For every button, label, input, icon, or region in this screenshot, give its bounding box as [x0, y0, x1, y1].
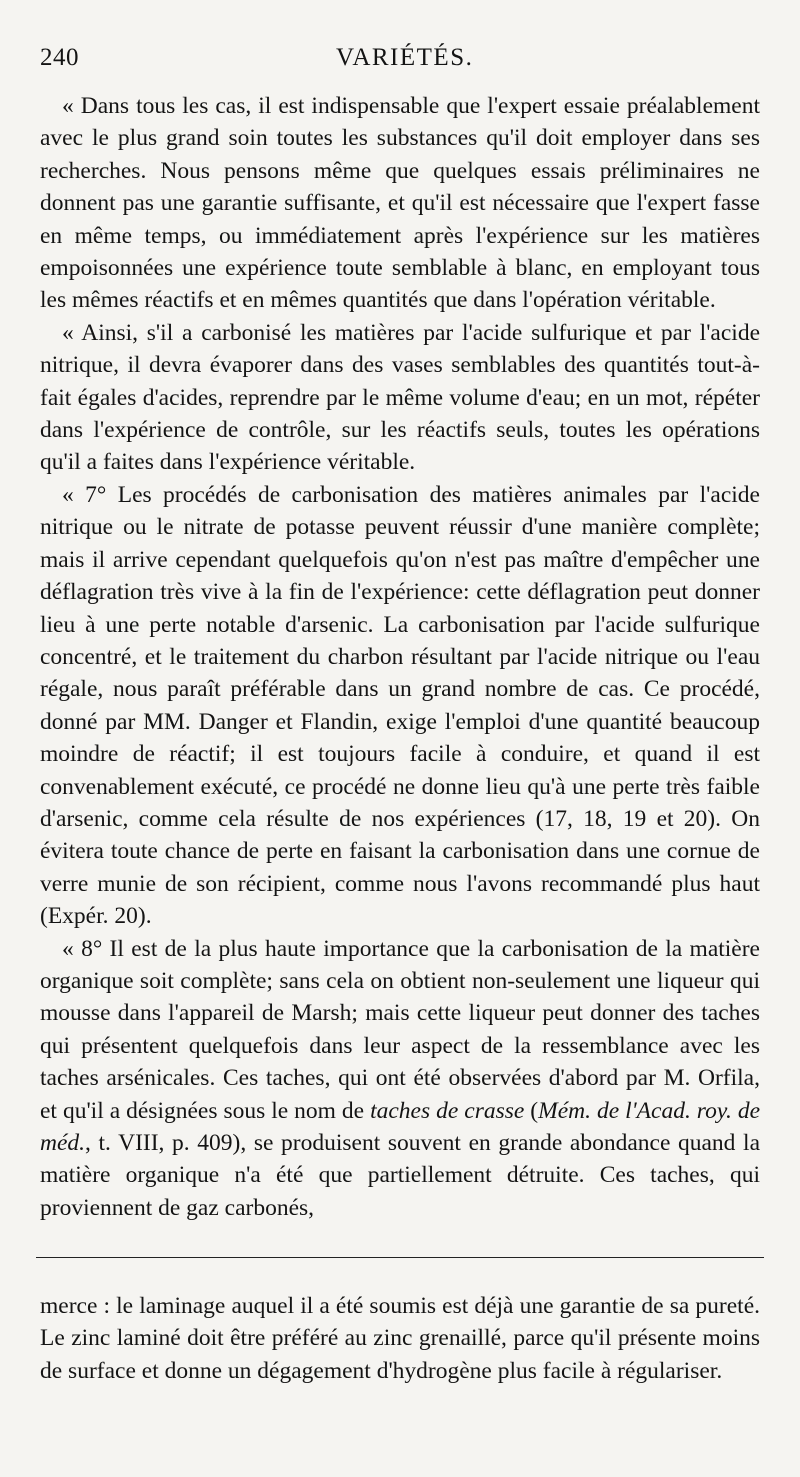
paragraph-1: « Dans tous les cas, il est indispensable que l'expert essaie préalablement avec le plus grand soin toutes les substances qu'il doit employer dans ses recherches. Nous pensons même que quelques essais préliminaires ne donnent pas une garantie suffisante, et qu'il est nécessaire que l'expert fasse en même temps, ou immédiatement après l'expérience sur les matières empoisonnées une expérience toute semblable à blanc, en employant tous les mêmes réactifs et en mêmes quantités que dans l'opération véritable.	[40, 93, 760, 314]
main-text	[40, 90, 760, 1224]
page-number: 240	[40, 44, 79, 71]
paragraph-4-paren: (	[524, 1097, 539, 1124]
paragraph-3: « 7° Les procédés de carbonisation des matières animales par l'acide nitrique ou le nitrate de potasse peuvent réussir d'une manière complète; mais il arrive cependant quelquefois qu'on n'est pas maître d'empêcher une déflagration très vive à la fin de l'expérience: cette déflagration peut donner lieu à une perte notable d'arsenic. La carbonisation par l'acide sulfurique concentré, et le traitement du charbon résultant par l'acide nitrique ou l'eau régale, nous paraît préférable dans un grand nombre de cas. Ce procédé, donné par MM. Danger et Flandin, exige l'emploi d'une quantité beaucoup moindre de réactif; il est toujours facile à conduire, et quand il est convenablement exécuté, ce procédé ne donne lieu qu'à une perte très faible d'arsenic, comme cela résulte de nos expériences (17, 18, 19 et 20). On évitera toute chance de perte en faisant la carbonisation dans une cornue de verre munie de son récipient, comme nous l'avons recommandé plus haut (Expér. 20).	[40, 481, 760, 930]
running-title: VARIÉTÉS.	[336, 44, 474, 71]
footnote-divider	[36, 1257, 764, 1258]
page-header	[40, 44, 760, 84]
paragraph-2: « Ainsi, s'il a carbonisé les matières par l'acide sulfurique et par l'acide nitrique, il devra évaporer dans des vases semblables des quantités tout-à-fait égales d'acides, reprendre par le même volume d'eau; en un mot, répéter dans l'expérience de contrôle, sur les réactifs seuls, toutes les opérations qu'il a faites dans l'expérience véritable.	[40, 319, 760, 476]
paragraph-4-start: « 8° Il est de la plus haute importance que la carbonisation de la matière organique soit complète; sans cela on obtient non-seulement une liqueur qui mousse dans l'appareil de Marsh; mais cette liqueur peut donner des taches qui présentent quelquefois dans leur aspect de la ressemblance avec les taches arsénicales. Ces taches, qui ont été observées d'abord par M. Orfila, et qu'il a désignées sous le nom de	[40, 935, 760, 1124]
paragraph-4-end: , t. VIII, p. 409), se produisent souvent en grande abondance quand la matière organique n'a été que partiellement détruite. Ces taches, qui proviennent de gaz carbonés,	[40, 1130, 760, 1221]
footnote	[40, 1290, 760, 1387]
italic-term-taches-de-crasse: taches de crasse	[370, 1097, 525, 1124]
footnote-text: merce : le laminage auquel il a été soumis est déjà une garantie de sa pureté. Le zinc laminé doit être préféré au zinc grenaillé, parce qu'il présente moins de surface et donne un dégagement d'hydrogène plus facile à régulariser.	[40, 1293, 760, 1384]
paragraph-4	[40, 933, 760, 1225]
italic-citation: Mém. de l'Acad. roy. de méd.	[40, 1097, 760, 1156]
